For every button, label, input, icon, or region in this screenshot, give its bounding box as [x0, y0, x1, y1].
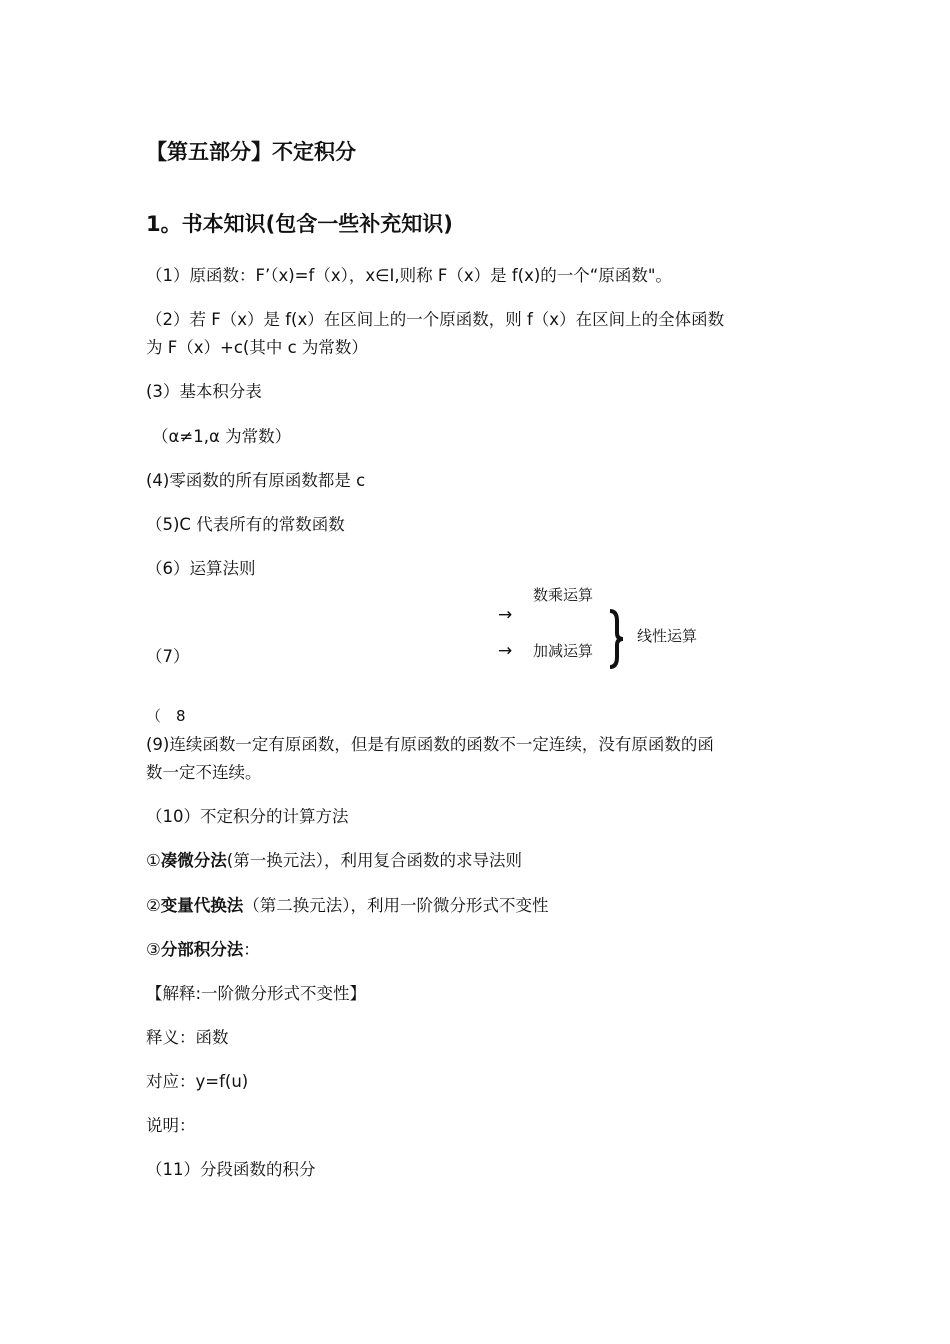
page-title: 【第五部分】不定积分: [146, 140, 356, 164]
method-3-name: 分部积分法: [160, 940, 244, 959]
line-3: (3）基本积分表: [146, 382, 262, 401]
line-1: （1）原函数：F’（x)=f（x），x∈I,则称 F（x）是 f(x)的一个“原函数"。: [146, 266, 672, 285]
note-line: 说明：: [146, 1116, 196, 1135]
line-11: （11）分段函数的积分: [146, 1160, 316, 1179]
line-3b: （α≠1,α 为常数）: [152, 427, 292, 446]
line-7: （7）: [146, 647, 190, 666]
method-3-desc: ：: [243, 940, 260, 959]
line-9b: 数一定不连续。: [146, 763, 262, 782]
method-3: [146, 936, 260, 964]
method-2-name: 变量代换法: [160, 896, 244, 915]
line-2a: （2）若 F（x）是 f(x）在区间上的一个原函数，则 f（x）在区间上的全体函数: [146, 310, 725, 329]
diagram-op2: 加减运算: [533, 642, 594, 660]
line-8: （ 8: [146, 707, 186, 725]
method-1-desc: (第一换元法），利用复合函数的求导法则: [226, 851, 522, 870]
method-1-name: 凑微分法: [160, 851, 227, 870]
section-heading: 1。书本知识(包含一些补充知识): [146, 212, 453, 236]
meaning-line: 释义：函数: [146, 1028, 229, 1047]
line-9a: (9)连续函数一定有原函数，但是有原函数的函数不一定连续，没有原函数的函: [146, 735, 714, 754]
arrow-icon: →: [498, 605, 513, 625]
method-1: [146, 847, 522, 875]
line-6: （6）运算法则: [146, 559, 256, 578]
line-2b: 为 F（x）+c(其中 c 为常数）: [146, 338, 368, 357]
correspondence-line: 对应：y=f(u): [146, 1072, 249, 1091]
right-brace-icon: [608, 609, 626, 669]
line-10: （10）不定积分的计算方法: [146, 807, 349, 826]
method-2-number: ②: [146, 896, 161, 915]
diagram-op1: 数乘运算: [533, 586, 594, 604]
diagram-result: 线性运算: [637, 627, 698, 645]
method-1-number: ①: [146, 851, 161, 870]
explanation-heading: 【解释:一阶微分形式不变性】: [146, 984, 367, 1003]
arrow-icon: →: [498, 641, 513, 661]
method-2-desc: （第二换元法），利用一阶微分形式不变性: [243, 896, 549, 915]
method-3-number: ③: [146, 940, 161, 959]
line-5: （5)C 代表所有的常数函数: [146, 515, 345, 534]
line-4: (4)零函数的所有原函数都是 c: [146, 471, 366, 490]
method-2: [146, 892, 549, 920]
